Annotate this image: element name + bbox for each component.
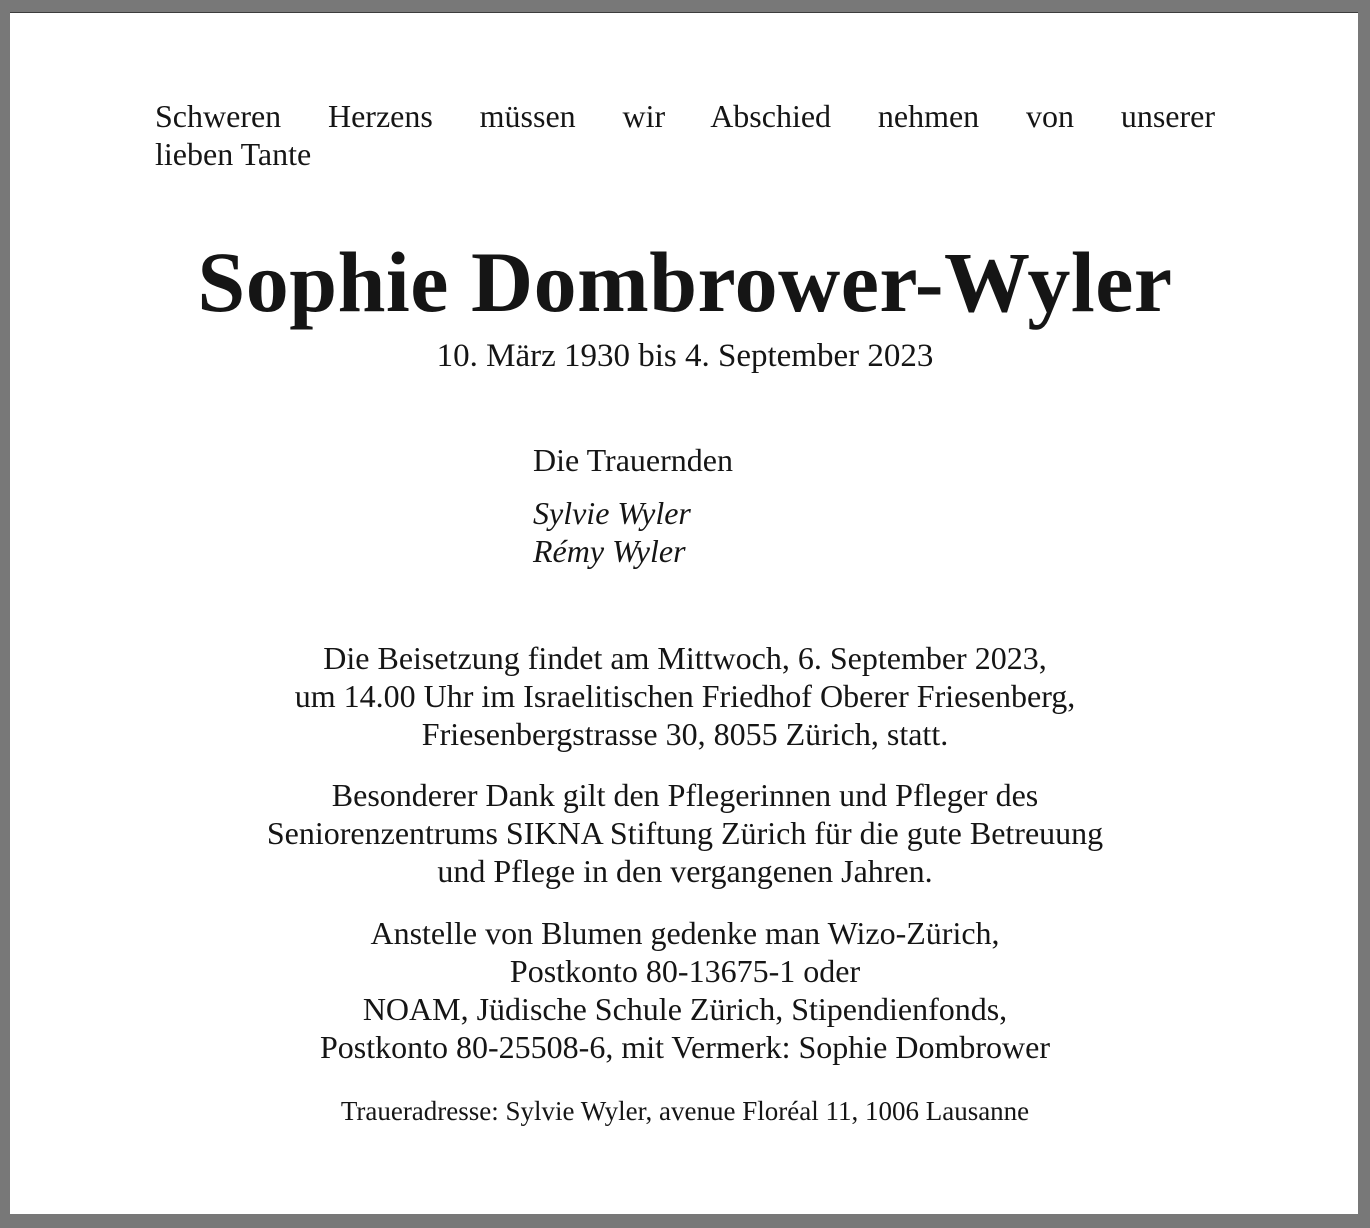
obituary-page: [10, 12, 1358, 1214]
donations-line: Postkonto 80-13675-1 oder: [509, 953, 861, 989]
intro-paragraph: [155, 97, 1215, 173]
burial-line: Die Beisetzung findet am Mittwoch, 6. September 2023,: [323, 640, 1047, 676]
intro-line-2: lieben Tante: [155, 136, 312, 172]
donations-line: Postkonto 80-25508-6, mit Vermerk: Sophie Dombrower: [319, 1029, 1050, 1065]
burial-line: Friesenbergstrasse 30, 8055 Zürich, statt.: [421, 716, 949, 752]
thanks-line: Seniorenzentrums SIKNA Stiftung Zürich für die gute Betreuung: [266, 815, 1104, 851]
mourners-section: [155, 441, 1215, 570]
donations-paragraph: [155, 914, 1215, 1066]
burial-info-paragraph: [155, 639, 1215, 753]
obituary-content: [155, 13, 1215, 1128]
deceased-name: Sophie Dombrower-Wyler: [197, 234, 1173, 330]
thanks-line: Besonderer Dank gilt den Pflegerinnen und Pfleger des: [331, 777, 1039, 813]
burial-line: um 14.00 Uhr im Israelitischen Friedhof Oberer Friesenberg,: [294, 678, 1076, 714]
mourner-name: Rémy Wyler: [533, 533, 686, 569]
donations-line: NOAM, Jüdische Schule Zürich, Stipendienfonds,: [362, 991, 1008, 1027]
donations-line: Anstelle von Blumen gedenke man Wizo-Zürich,: [370, 915, 1000, 951]
intro-line-1: Schweren Herzens müssen wir Abschied nehmen von unserer: [155, 98, 1215, 134]
mourners-heading: Die Trauernden: [533, 442, 733, 478]
thanks-line: und Pflege in den vergangenen Jahren.: [437, 853, 933, 889]
mourner-name: Sylvie Wyler: [533, 495, 691, 531]
thanks-paragraph: [155, 776, 1215, 890]
mourning-address: Traueradresse: Sylvie Wyler, avenue Floréal 11, 1006 Lausanne: [340, 1096, 1030, 1126]
life-dates: 10. März 1930 bis 4. September 2023: [436, 338, 934, 374]
